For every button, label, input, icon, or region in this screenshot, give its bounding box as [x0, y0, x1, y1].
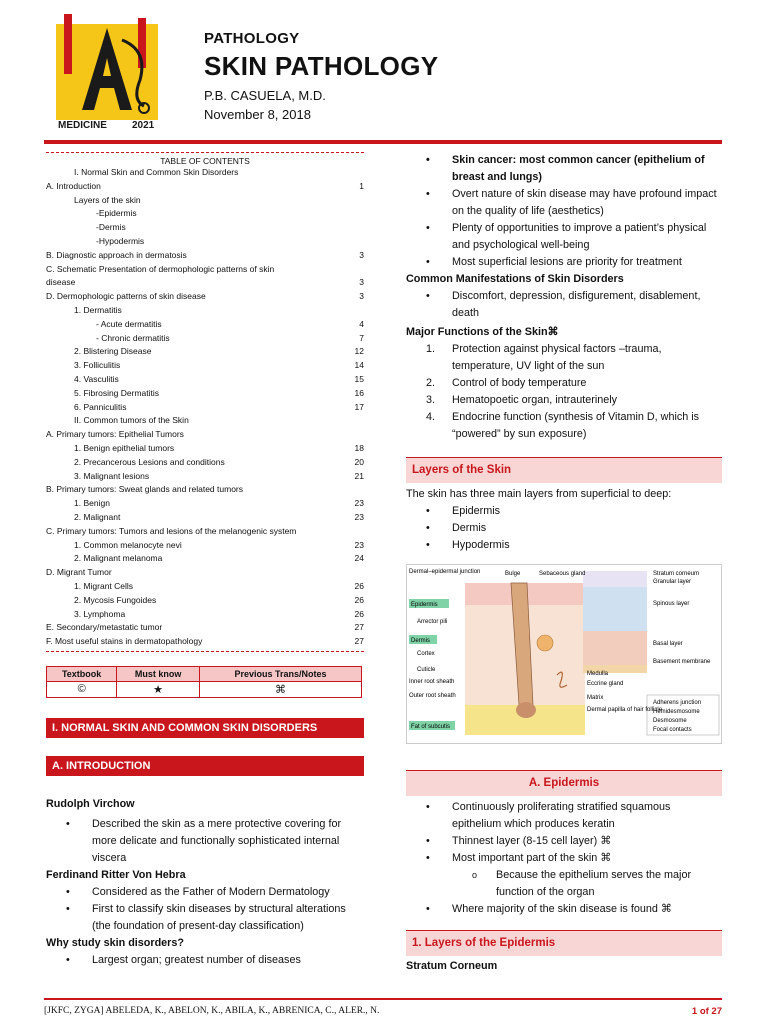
toc-row[interactable]: I. Normal Skin and Common Skin Disorders [74, 167, 239, 177]
toc-row[interactable]: 2. Precancerous Lesions and conditions 20 [74, 456, 364, 467]
toc-title: TABLE OF CONTENTS [160, 156, 250, 166]
manifestations-heading: Common Manifestations of Skin Disorders [406, 273, 624, 285]
toc-row[interactable]: D. Dermophologic patterns of skin disease 3 [46, 291, 364, 302]
toc-row[interactable]: 1. Common melanocyte nevi 23 [74, 539, 364, 550]
list-item: • First to classify skin diseases by structural alterations (the foundation of present-day classification) [46, 901, 364, 935]
list-item: • Plenty of opportunities to improve a patient’s physical and psychological well-being [406, 220, 722, 254]
toc-row[interactable]: 2. Mycosis Fungoides 26 [74, 594, 364, 605]
list-item: • Continuously proliferating stratified squamous epithelium which produces keratin [406, 799, 722, 833]
toc-row[interactable]: disease 3 [46, 277, 364, 288]
figure-label: Inner root sheath [409, 679, 455, 685]
figure-label: Medulla [587, 671, 609, 677]
subject-label: PATHOLOGY [204, 30, 300, 47]
left-column [46, 152, 364, 969]
toc-row[interactable]: 3. Folliculitis 14 [74, 360, 364, 371]
figure-label: Basal layer [653, 641, 683, 647]
layers-heading: Layers of the Skin [406, 457, 722, 483]
header-divider [44, 140, 722, 144]
logo [52, 10, 162, 130]
logo-medicine-text: MEDICINE [58, 120, 107, 130]
list-item: • Largest organ; greatest number of diseases [46, 952, 364, 969]
toc-row[interactable]: 2. Malignant 23 [74, 511, 364, 522]
toc-row[interactable]: 1. Benign epithelial tumors 18 [74, 442, 364, 453]
list-item: 4. Endocrine function (synthesis of Vitamin D, which is “powered” by sun exposure) [426, 411, 700, 440]
toc-row[interactable]: 2. Malignant melanoma 24 [74, 553, 364, 564]
legend-header: Previous Trans/Notes [199, 666, 361, 681]
intro-body [46, 796, 364, 969]
list-item: • Dermis [406, 520, 722, 537]
legend-symbol: © [47, 681, 117, 697]
toc-row[interactable]: 6. Panniculitis 17 [74, 401, 364, 412]
table-of-contents [46, 166, 364, 649]
list-item: • Overt nature of skin disease may have profound impact on the quality of life (aesthetics) [406, 186, 722, 220]
legend-table [46, 666, 362, 698]
figure-label: Dermis [411, 638, 430, 644]
toc-row[interactable]: C. Primary tumors: Tumors and lesions of the melanogenic system [46, 525, 297, 536]
figure-label: Granular layer [653, 579, 692, 585]
legend-header: Textbook [47, 666, 117, 681]
figure-label: Bulge [505, 571, 521, 577]
toc-row[interactable]: 1. Benign 23 [74, 498, 364, 509]
figure-label: Dermal–epidermal junction [409, 569, 481, 575]
list-item: • Described the skin as a mere protective covering for more delicate and functionally sophisticated internal viscera [46, 816, 364, 867]
toc-divider-top [46, 152, 364, 153]
list-item: • Thinnest layer (8-15 cell layer) ⌘ [406, 833, 722, 850]
toc-row[interactable]: B. Diagnostic approach in dermatosis 3 [46, 249, 364, 260]
figure-label: Fat of subcutis [411, 724, 451, 730]
toc-row[interactable]: 3. Lymphoma 26 [74, 608, 364, 619]
toc-row[interactable]: B. Primary tumors: Sweat glands and related tumors [46, 484, 243, 495]
figure-label: Epidermis [411, 602, 438, 608]
list-item: 2. Control of body temperature [426, 377, 587, 389]
sub-list-item: o Because the epithelium serves the major function of the organ [406, 867, 722, 901]
list-item: • Where majority of the skin disease is found ⌘ [406, 901, 722, 918]
page-number: 1 of 27 [691, 1006, 722, 1017]
right-column [406, 152, 722, 975]
person-heading: Rudolph Virchow [46, 797, 135, 810]
list-item: • Most superficial lesions are priority for treatment [406, 254, 722, 271]
list-item: • Skin cancer: most common cancer (epithelium of breast and lungs) [406, 152, 722, 186]
date: November 8, 2018 [204, 107, 311, 122]
epidermis-layers-heading: 1. Layers of the Epidermis [406, 930, 722, 956]
toc-row[interactable]: 3. Malignant lesions 21 [74, 470, 364, 481]
toc-row[interactable]: C. Schematic Presentation of dermophologic patterns of skin [46, 263, 275, 274]
logo-year-text: 2021 [132, 120, 155, 130]
toc-row[interactable]: 5. Fibrosing Dermatitis 16 [74, 387, 364, 398]
figure-label: Hemidesmosome [653, 709, 700, 715]
figure-label: Spinous layer [653, 601, 690, 607]
footer [44, 998, 722, 1017]
epidermis-heading: A. Epidermis [406, 770, 722, 796]
figure-label: Cuticle [417, 667, 436, 673]
list-item: • Most important part of the skin ⌘ [406, 850, 722, 867]
subsection-heading: A. INTRODUCTION [46, 756, 364, 776]
figure-label: Focal contacts [653, 727, 692, 733]
toc-row[interactable]: - Acute dermatitis 4 [96, 318, 364, 329]
figure-label: Cortex [417, 651, 435, 657]
toc-divider-bottom [46, 651, 364, 652]
figure-label: Matrix [587, 695, 604, 701]
figure-label: Desmosome [653, 718, 687, 724]
list-item: • Epidermis [406, 503, 722, 520]
skin-layers-figure [406, 564, 722, 744]
toc-row[interactable]: 4. Vasculitis 15 [74, 373, 364, 384]
toc-row[interactable]: -Epidermis [96, 208, 137, 219]
figure-label: Dermal papilla of hair follicle [587, 707, 663, 713]
question-heading: Why study skin disorders? [46, 936, 184, 949]
toc-row[interactable]: E. Secondary/metastatic tumor 27 [46, 622, 364, 633]
legend-symbol: ★ [117, 681, 200, 697]
toc-row[interactable]: 1. Migrant Cells 26 [74, 580, 364, 591]
figure-label: Eccrine gland [587, 681, 624, 687]
toc-row[interactable]: 1. Dermatitis [74, 304, 122, 315]
footer-authors: [JKFC, ZYGA] ABELEDA, K., ABELON, K., ABILA, K., ABRENICA, C., ALER., N. [44, 1006, 380, 1016]
toc-row[interactable]: D. Migrant Tumor [46, 567, 112, 578]
stratum-heading: Stratum Corneum [406, 960, 498, 972]
figure-label: Stratum corneum [653, 571, 700, 577]
toc-row[interactable]: - Chronic dermatitis 7 [96, 332, 364, 343]
figure-label: Outer root sheath [409, 693, 456, 699]
layers-intro: The skin has three main layers from superficial to deep: [406, 488, 672, 500]
legend-header: Must know [117, 666, 200, 681]
person-heading: Ferdinand Ritter Von Hebra [46, 868, 186, 881]
toc-row[interactable]: 2. Blistering Disease 12 [74, 346, 364, 357]
list-item: 1. Protection against physical factors –trauma, temperature, UV light of the sun [426, 343, 662, 372]
header-block [204, 30, 438, 122]
toc-row[interactable]: -Hypodermis [96, 235, 145, 246]
author: P.B. CASUELA, M.D. [204, 88, 326, 103]
list-item: • Hypodermis [406, 537, 722, 554]
figure-label: Adherens junction [653, 700, 702, 706]
list-item: • Considered as the Father of Modern Dermatology [46, 884, 364, 901]
figure-label: Basement membrane [653, 659, 711, 665]
toc-row[interactable]: Layers of the skin [74, 194, 141, 205]
figure-label: Sebaceous gland [539, 571, 586, 577]
page-title: SKIN PATHOLOGY [204, 51, 439, 81]
section-heading: I. NORMAL SKIN AND COMMON SKIN DISORDERS [46, 718, 364, 738]
list-item: • Discomfort, depression, disfigurement, disablement, death [406, 288, 722, 322]
list-item: 3. Hematopoetic organ, intrauterinely [426, 394, 618, 406]
toc-row[interactable]: A. Primary tumors: Epithelial Tumors [46, 429, 184, 440]
figure-label: Arrector pili [417, 619, 448, 625]
toc-row[interactable]: A. Introduction 1 [46, 180, 364, 191]
legend-symbol: ⌘ [199, 681, 361, 697]
toc-row[interactable]: II. Common tumors of the Skin [74, 415, 189, 426]
functions-heading: Major Functions of the Skin⌘ [406, 326, 559, 338]
toc-row[interactable]: F. Most useful stains in dermatopathology 27 [46, 636, 364, 647]
toc-row[interactable]: -Dermis [96, 222, 126, 233]
